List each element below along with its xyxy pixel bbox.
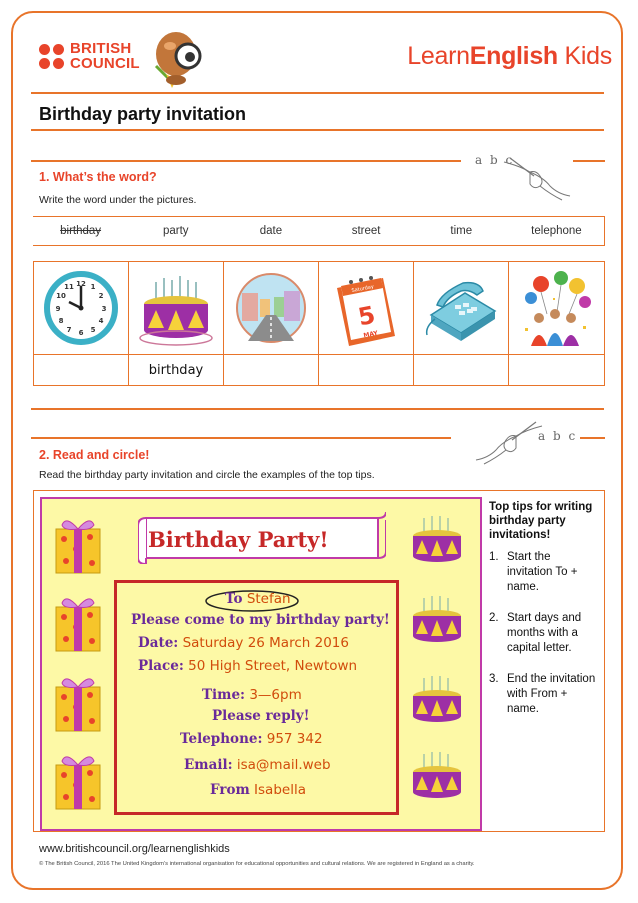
footer-copyright: © The British Council, 2016 The United Kingdom’s international organisation for educational opportunities and cultural relations. We are registered in England as a charity. (39, 861, 475, 867)
page-title: Birthday party invitation (39, 104, 247, 124)
invitation-from-line: From Isabella (210, 782, 306, 798)
section1-heading: 1. What’s the word? (39, 170, 157, 184)
word-telephone: telephone (531, 225, 582, 237)
writing-hand-icon-2 (474, 420, 546, 466)
presents-icon (50, 515, 106, 815)
section1-top-rule-right (573, 160, 605, 162)
section1-abc-text: a b c (475, 153, 515, 167)
svg-text:11: 11 (64, 283, 74, 291)
party-icon (517, 268, 597, 348)
section1-instruction: Write the word under the pictures. (39, 194, 197, 206)
word-party: party (162, 225, 189, 237)
header-divider (31, 92, 604, 94)
section2-abc-text: a b c (538, 429, 578, 443)
top-tips-heading: Top tips for writing birthday party invitations! (489, 501, 593, 541)
picture-cell-clock (34, 262, 129, 355)
tip-item: 1. Start the invitation To + name. (489, 551, 578, 593)
svg-text:1: 1 (90, 283, 96, 291)
invitation-telephone-line: Telephone: 957 342 (180, 731, 323, 747)
picture-cell-party (509, 262, 604, 355)
svg-text:10: 10 (56, 292, 66, 300)
picture-cell-calendar (319, 262, 414, 355)
british-council-logo (39, 41, 140, 71)
mascot-icon (150, 28, 210, 92)
section2-top-rule-right (580, 437, 605, 439)
footer-url[interactable]: www.britishcouncil.org/learnenglishkids (39, 843, 230, 855)
invitation-greeting: Please come to my birthday party! (131, 612, 390, 628)
svg-text:7: 7 (66, 326, 72, 334)
clock-icon (43, 270, 119, 346)
section1-top-rule (31, 160, 461, 162)
cake-icon (136, 268, 216, 348)
answer-cell-6[interactable] (509, 355, 604, 385)
cakes-icon (410, 512, 466, 822)
invitation-to-line: To Stefan (225, 591, 291, 607)
word-bank (33, 216, 605, 246)
logo-line-2: COUNCIL (70, 55, 140, 72)
section2-instruction: Read the birthday party invitation and circle the examples of the top tips. (39, 469, 375, 481)
svg-text:8: 8 (58, 317, 64, 325)
svg-text:12: 12 (76, 280, 86, 288)
answer-cell-2[interactable]: birthday (129, 355, 224, 385)
svg-text:2: 2 (98, 292, 104, 300)
invitation-time-line: Time: 3—6pm (202, 687, 302, 703)
street-icon (234, 271, 308, 345)
calendar-day-label: Saturday (351, 283, 375, 295)
answer-cell-1[interactable] (34, 355, 129, 385)
word-street: street (351, 225, 381, 237)
telephone-icon (421, 275, 501, 341)
calendar-icon (331, 268, 401, 348)
title-divider (31, 129, 604, 131)
svg-text:6: 6 (78, 329, 84, 337)
british-council-dots-icon (39, 44, 64, 69)
tip-item: 3. End the invitation with From + name. (489, 673, 596, 715)
invitation-banner-text: Birthday Party! (148, 527, 329, 552)
answer-cell-5[interactable] (414, 355, 509, 385)
writing-hand-icon (500, 156, 572, 202)
svg-text:3: 3 (101, 305, 107, 313)
picture-cell-street (224, 262, 319, 355)
svg-text:5: 5 (90, 326, 96, 334)
word-time: time (450, 225, 473, 237)
svg-text:4: 4 (98, 317, 104, 325)
invitation-reply: Please reply! (212, 708, 310, 724)
logo-line-1: BRITISH (70, 40, 132, 57)
answer-cell-4[interactable] (319, 355, 414, 385)
word-birthday: birthday (60, 225, 102, 237)
calendar-month: MAY (362, 329, 379, 340)
picture-grid (33, 261, 605, 386)
picture-cell-cake (129, 262, 224, 355)
invitation-date-line: Date: Saturday 26 March 2016 (138, 635, 349, 651)
svg-text:9: 9 (55, 305, 61, 313)
word-date: date (259, 225, 283, 237)
picture-cell-telephone (414, 262, 509, 355)
section1-bottom-rule (31, 408, 604, 410)
invitation-email-line: Email: isa@mail.web (184, 757, 331, 773)
answer-cell-3[interactable] (224, 355, 319, 385)
top-tips-panel (489, 500, 599, 733)
invitation-place-line: Place: 50 High Street, Newtown (138, 658, 358, 674)
section2-heading: 2. Read and circle! (39, 448, 150, 462)
section2-top-rule (31, 437, 451, 439)
tip-item: 2. Start days and months with a capital letter. (489, 612, 582, 654)
learnenglish-kids-logo: LearnEnglish Kids (407, 42, 612, 70)
calendar-number: 5 (355, 300, 378, 332)
